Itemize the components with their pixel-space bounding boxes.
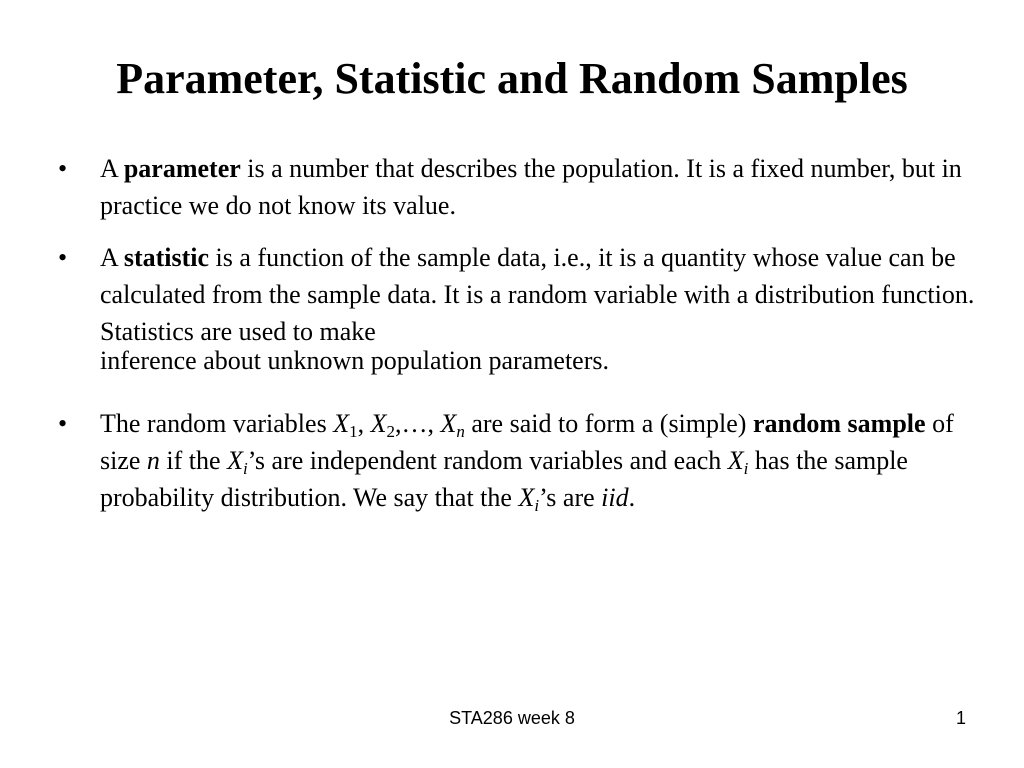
text: ,…, [394,409,441,438]
subscript-i-italic: i [242,459,248,478]
subscript-n-italic: n [456,422,465,441]
var-x: X [727,446,744,475]
text: has the sample probability distribution. We say that the [100,446,908,512]
subscript-i-italic: i [743,459,749,478]
text: is a number that describes the population. It is a fixed number, but in practice we do not know its value. [100,154,962,220]
text: , [357,409,371,438]
footer-course: STA286 week 8 [449,708,575,728]
term-statistic: statistic [123,243,210,272]
var-x: X [518,483,535,512]
text: ’s are [539,483,602,512]
term-iid: iid [601,483,629,512]
var-x: X [440,409,457,438]
subscript-1: 1 [349,422,358,441]
text: A [100,243,124,272]
bullet-dot: • [58,409,68,438]
var-x: X [333,409,350,438]
text: The random variables [100,409,334,438]
subscript-2: 2 [386,422,395,441]
bullet-dot: • [58,243,68,272]
term-parameter: parameter [123,154,241,183]
var-n: n [146,446,160,475]
text: if the [159,446,228,475]
bullet-parameter [56,150,976,224]
slide-title: Parameter, Statistic and Random Samples [116,54,908,103]
term-random-sample: random sample [752,409,926,438]
bullet-statistic [56,239,976,376]
bullet-list [56,150,976,516]
text: is a function of the sample data, i.e., it is a quantity whose value can be calculated from the sample data. It is a random variable with a distribution function. Statistics are used to make [100,243,975,346]
bullet-dot: • [58,154,68,183]
subscript-i-italic: i [534,496,540,515]
subscript-n [456,422,465,441]
text-continuation: inference about unknown population parameters. [100,346,609,375]
slide-number: 1 [955,708,966,728]
text: A [100,154,124,183]
bullet-random-sample [56,405,976,516]
text: . [628,483,636,512]
text: of size [100,409,954,475]
text: ’s are independent random variables and each [247,446,728,475]
var-x: X [227,446,243,475]
var-x: X [370,409,387,438]
text: are said to form a (simple) [464,409,753,438]
